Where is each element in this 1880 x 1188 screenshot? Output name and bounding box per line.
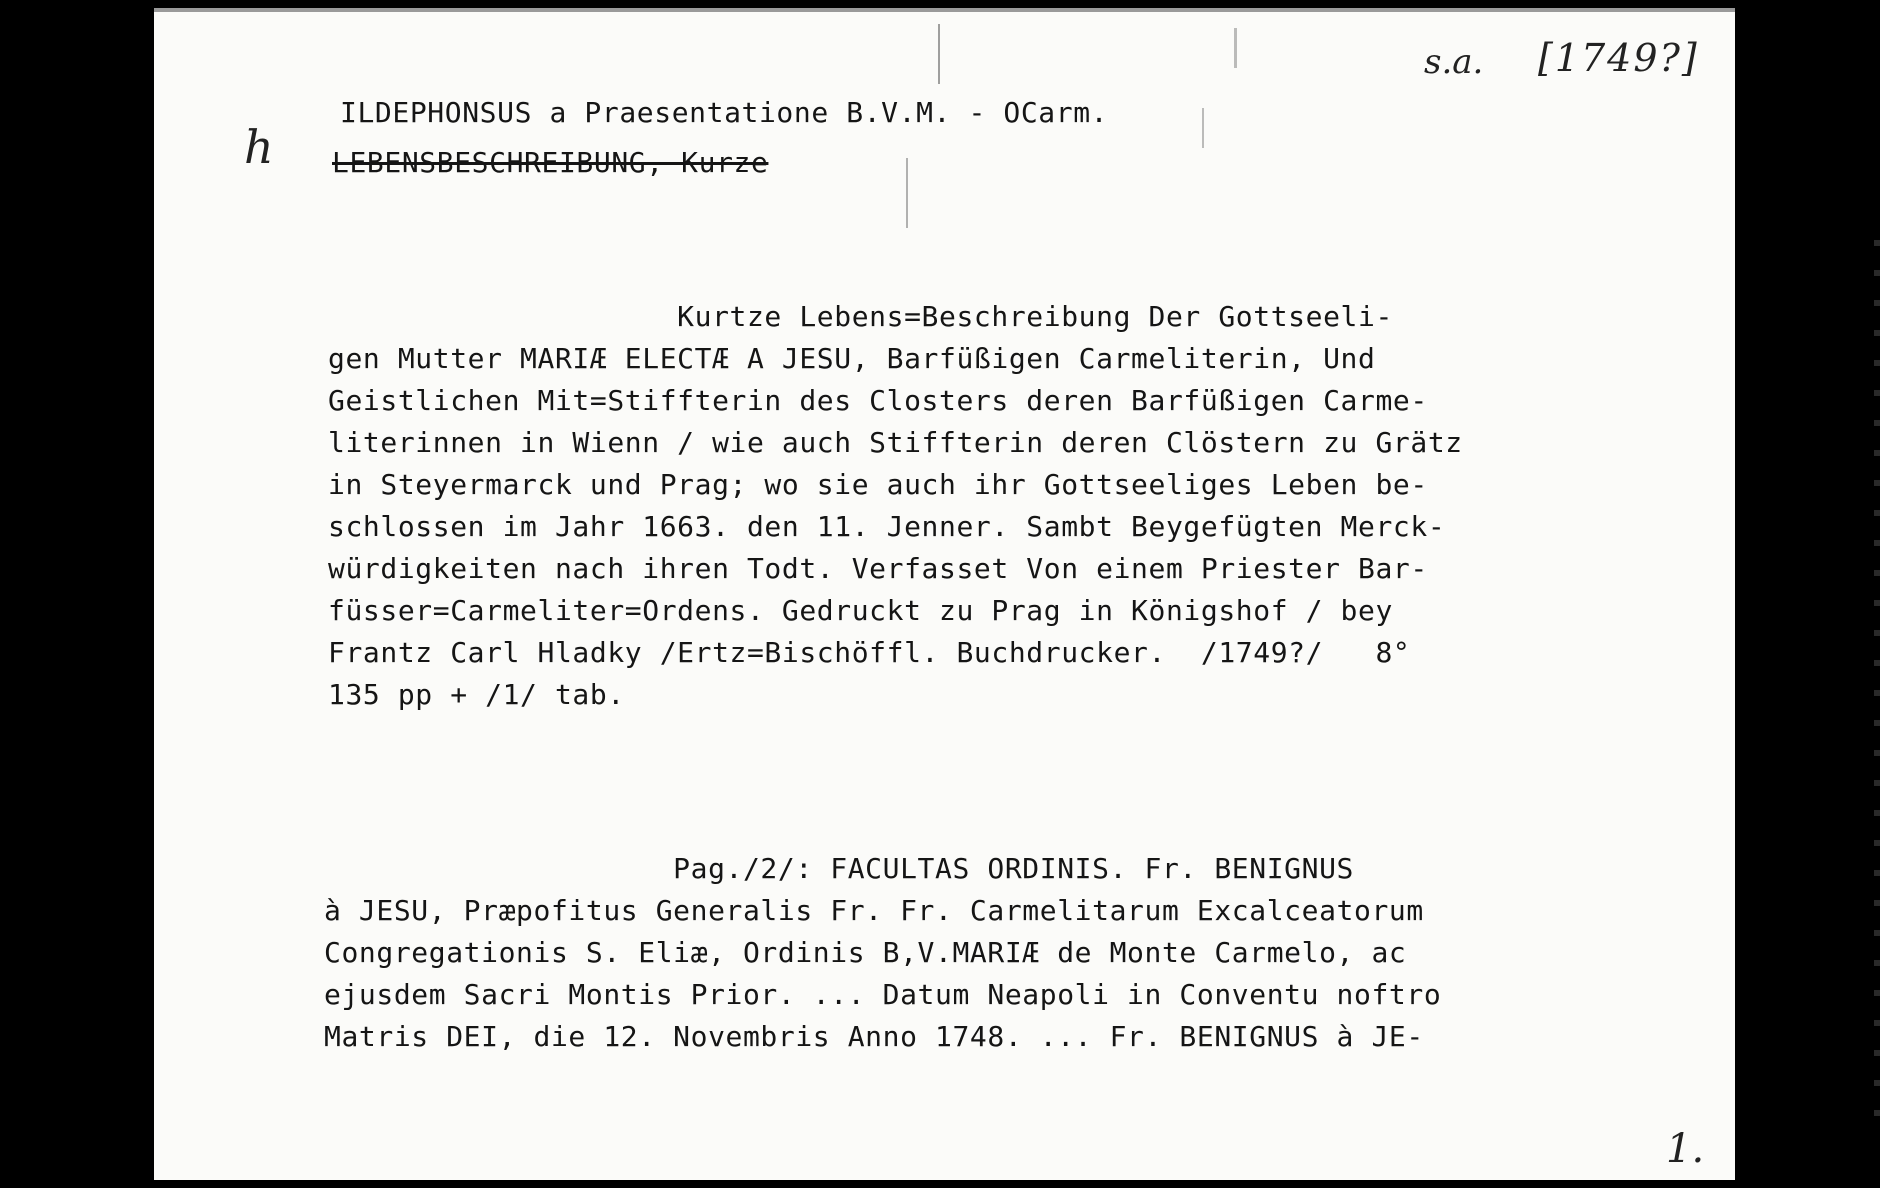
entry-line: würdigkeiten nach ihren Todt. Verfasset Von einem Priester Bar- xyxy=(328,552,1428,585)
facultas-line: Pag./2/: FACULTAS ORDINIS. Fr. BENIGNUS xyxy=(324,852,1354,885)
handwritten-date-note: [1749?] xyxy=(1538,36,1699,80)
entry-line: in Steyermarck und Prag; wo sie auch ihr Gottseeliges Leben be- xyxy=(328,468,1428,501)
scan-artifact-streak xyxy=(906,158,908,228)
entry-line: literinnen in Wienn / wie auch Stiffterin deren Clöstern zu Grätz xyxy=(328,426,1463,459)
entry-line: gen Mutter MARIÆ ELECTÆ A JESU, Barfüßigen Carmeliterin, Und xyxy=(328,342,1376,375)
scan-artifact-streak xyxy=(1234,28,1237,68)
facultas-line: à JESU, Præpofitus Generalis Fr. Fr. Carmelitarum Excalceatorum xyxy=(324,894,1424,927)
handwritten-margin-note: h xyxy=(244,120,274,174)
scan-artifact-streak xyxy=(1202,108,1204,148)
scan-artifact-streak xyxy=(938,24,940,84)
entry-line: schlossen im Jahr 1663. den 11. Jenner. Sambt Beygefügten Merck- xyxy=(328,510,1446,543)
entry-line: 135 pp + /1/ tab. xyxy=(328,678,625,711)
scan-edge-ticks xyxy=(1874,240,1880,1140)
author-heading: ILDEPHONSUS a Praesentatione B.V.M. - OCarm. xyxy=(340,96,1109,129)
handwritten-sine-anno-note: s.a. xyxy=(1424,42,1484,82)
catalog-card xyxy=(154,8,1735,1180)
entry-line: Geistlichen Mit=Stiffterin des Closters deren Barfüßigen Carme- xyxy=(328,384,1428,417)
facultas-line: ejusdem Sacri Montis Prior. ... Datum Neapoli in Conventu noftro xyxy=(324,978,1442,1011)
struck-subject-heading: LEBENSBESCHREIBUNG, Kurze xyxy=(332,146,769,179)
facultas-line: Congregationis S. Eliæ, Ordinis B,V.MARIÆ de Monte Carmelo, ac xyxy=(324,936,1407,969)
scan-artifact-top xyxy=(154,8,1735,12)
entry-line: Kurtze Lebens=Beschreibung Der Gottseeli- xyxy=(328,300,1393,333)
handwritten-page-number: 1. xyxy=(1666,1126,1705,1172)
entry-line: Frantz Carl Hladky /Ertz=Bischöffl. Buchdrucker. /1749?/ 8° xyxy=(328,636,1411,669)
facultas-line: Matris DEI, die 12. Novembris Anno 1748. ... Fr. BENIGNUS à JE- xyxy=(324,1020,1424,1053)
entry-line: füsser=Carmeliter=Ordens. Gedruckt zu Prag in Königshof / bey xyxy=(328,594,1393,627)
